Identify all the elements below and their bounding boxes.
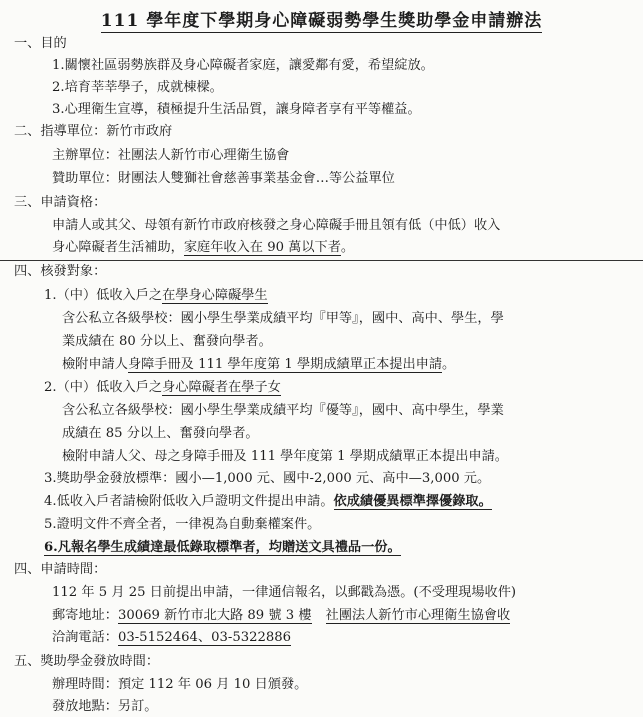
- award-location: 發放地點：另訂。: [52, 699, 158, 714]
- purpose-item-3: 3.心理衛生宣導，積極提升生活品質，讓身障者享有平等權益。: [52, 102, 421, 117]
- recipient-2-prefix: 2.（中）低收入戶之: [44, 380, 163, 395]
- section-guidance-heading: 二、指導單位：新竹市政府: [14, 124, 173, 139]
- income-limit: 家庭年收入在 90 萬以下者: [183, 240, 341, 255]
- sponsor-unit: 贊助單位：財團法人雙獅社會慈善事業基金會…等公益單位: [52, 171, 395, 186]
- purpose-item-1: 1.關懷社區弱勢族群及身心障礙者家庭，讓愛鄰有愛，希望綻放。: [52, 58, 434, 73]
- mailing-recipient: 社團法人新竹市心理衛生協會收: [325, 608, 511, 623]
- low-income-text: 4.低收入戶者請檢附低收入戶證明文件提出申請。: [44, 494, 334, 509]
- contact-phone-row: [52, 628, 291, 648]
- recipient-1-doc-underlined: 身障手冊及 111 學年度第 1 學期成績單正本提出申請: [127, 357, 443, 372]
- recipient-1-criteria-2: 業成績在 80 分以上、奮發向學者。: [62, 334, 272, 349]
- recipient-2-criteria-1: 含公私立各級學校：國小學生學業成績平均『優等』，國中、高中學生，學業: [62, 403, 504, 418]
- incomplete-documents-note: 5.證明文件不齊全者，一律視為自動棄權案件。: [44, 517, 321, 532]
- recipient-1-heading: [44, 286, 268, 306]
- recipient-2-target: 身心障礙者在學子女: [162, 380, 281, 395]
- recipient-1-criteria-1: 含公私立各級學校：國小學生學業成績平均『甲等』，國中、高中、學生，學: [62, 311, 504, 326]
- gift-note-text: 6.凡報名學生成績達最低錄取標準者，均贈送文具禮品一份。: [44, 540, 401, 555]
- gift-note: [44, 538, 401, 558]
- merit-selection: 依成績優異標準擇優錄取。: [333, 494, 492, 509]
- low-income-proof: [44, 492, 492, 512]
- recipient-1-prefix: 1.（中）低收入戶之: [44, 288, 163, 303]
- recipient-2-documents: 檢附申請人父、母之身障手冊及 111 學年度第 1 學期成績單正本提出申請。: [62, 449, 508, 464]
- recipient-1-doc-period: 。: [442, 357, 456, 372]
- mailing-address: 30069 新竹市北大路 89 號 3 樓: [117, 608, 312, 623]
- section-purpose-heading: 一、目的: [14, 36, 67, 51]
- host-unit: 主辦單位：社團法人新竹市心理衛生協會: [52, 148, 290, 163]
- mailing-address-label: 郵寄地址：: [52, 608, 118, 623]
- recipient-1-doc-text: 檢附申請人: [62, 357, 128, 372]
- section-eligibility-heading: 三、申請資格：: [14, 195, 107, 210]
- recipient-1-documents: [62, 355, 455, 375]
- mailing-address-row: [52, 606, 510, 626]
- document-title: [0, 6, 643, 31]
- recipient-1-target: 在學身心障礙學生: [162, 288, 268, 303]
- section-application-time-heading: 四、申請時間：: [14, 562, 107, 577]
- award-standard: 3.獎助學金發放標準：國小—1,000 元、國中-2,000 元、高中—3,000 元。: [44, 471, 491, 486]
- purpose-item-2: 2.培育莘莘學子，成就棟樑。: [52, 80, 223, 95]
- contact-phone: 03-5152464、03-5322886: [117, 630, 292, 645]
- contact-phone-label: 洽詢電話：: [52, 630, 118, 645]
- award-date: 辦理時間：預定 112 年 06 月 10 日頒發。: [52, 677, 308, 692]
- section-award-time-heading: 五、獎助學金發放時間：: [14, 654, 160, 669]
- eligibility-line-1: 申請人或其父、母領有新竹市政府核發之身心障礙手冊且領有低（中低）收入: [52, 218, 501, 233]
- divider-line: [0, 260, 643, 261]
- section-recipients-heading: 四、核發對象：: [14, 264, 107, 279]
- recipient-2-heading: [44, 378, 281, 398]
- title-text: 111 學年度下學期身心障礙弱勢學生獎助學金申請辦法: [100, 11, 543, 31]
- application-deadline: 112 年 5 月 25 日前提出申請，一律通信報名，以郵戳為憑。(不受理現場收件): [52, 585, 517, 600]
- recipient-2-criteria-2: 成績在 85 分以上、奮發向學者。: [62, 426, 259, 441]
- eligibility-period: 。: [340, 240, 355, 255]
- eligibility-text: 身心障礙者生活補助，: [52, 240, 184, 255]
- eligibility-line-2: [52, 238, 354, 258]
